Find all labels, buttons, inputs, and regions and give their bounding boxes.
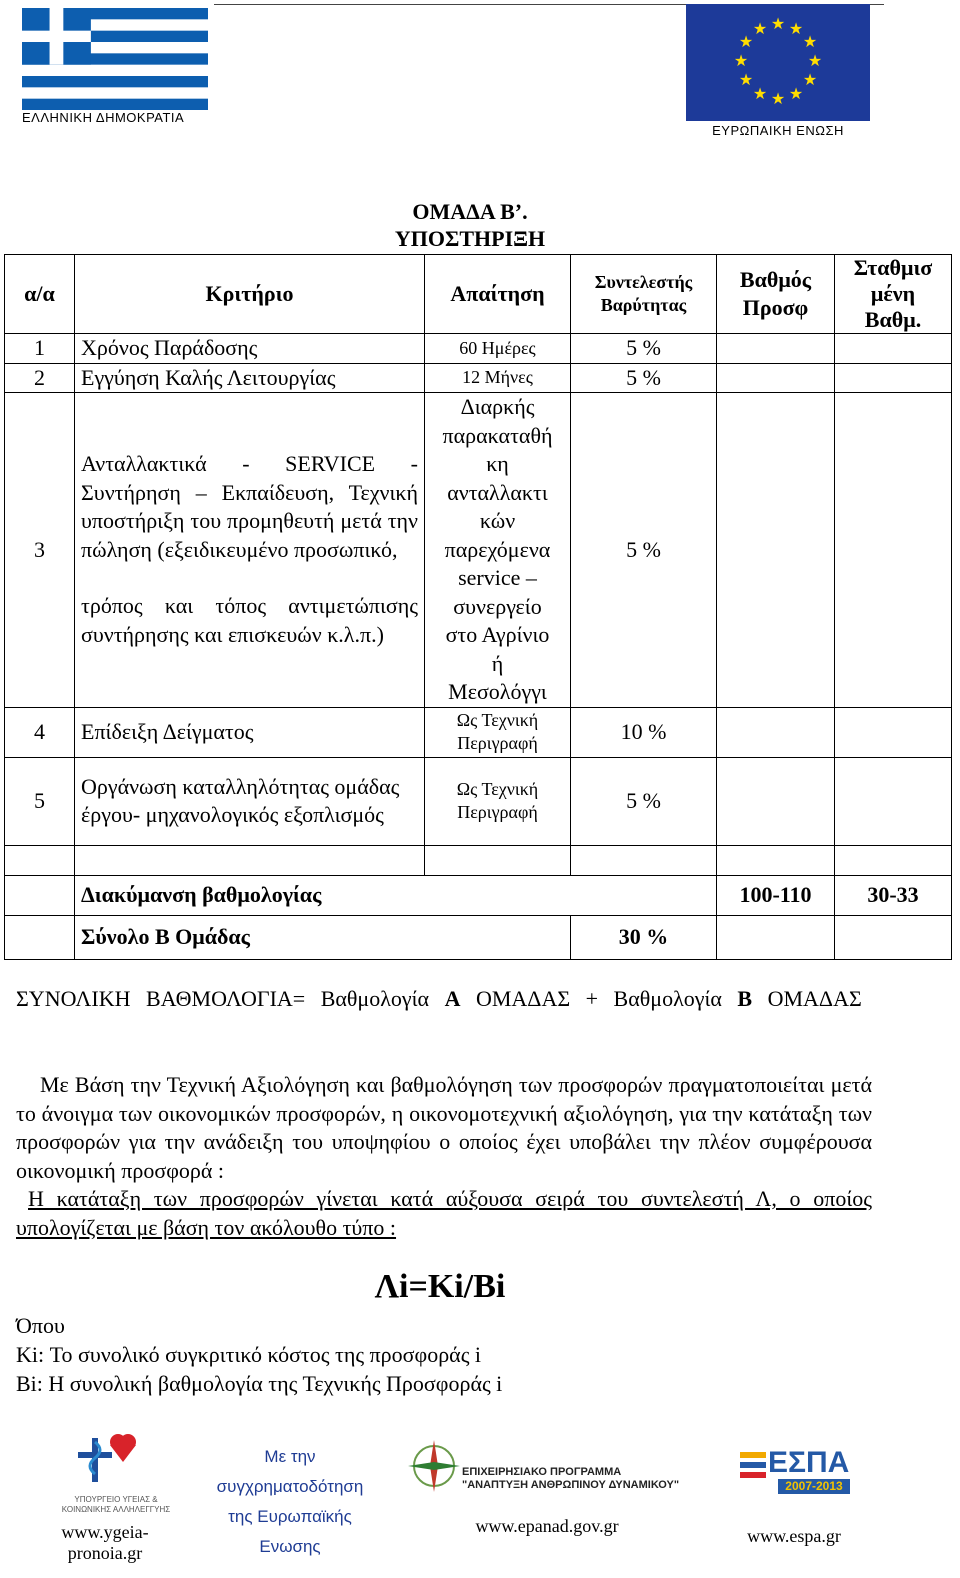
header-cell: Απαίτηση <box>425 255 571 334</box>
requirement-line: στο Αγρίνιο <box>445 622 550 647</box>
cofund-line: της Ευρωπαϊκής <box>228 1507 352 1526</box>
requirement-line: κη <box>486 451 509 476</box>
criteria-table <box>4 254 952 960</box>
score-cell <box>717 363 835 393</box>
row-number: 2 <box>5 363 75 393</box>
program-line: ΕΠΙΧΕΙΡΗΣΙΑΚΟ ΠΡΟΓΡΑΜΜΑ <box>462 1466 622 1478</box>
header-cell: α/α <box>5 255 75 334</box>
row-number: 1 <box>5 334 75 364</box>
ministry-logo-text <box>46 1495 186 1515</box>
score-cell <box>717 707 835 757</box>
compass-logo-icon <box>406 1436 462 1496</box>
table-row <box>5 757 952 845</box>
cofund-line: Με την <box>264 1447 316 1466</box>
requirement-line: παρακαταθή <box>442 422 553 448</box>
row-number: 3 <box>5 393 75 708</box>
requirement-cell <box>425 757 571 845</box>
ranking-formula: Λi=Ki/Bi <box>374 1268 506 1305</box>
ministry-url[interactable] <box>46 1522 164 1564</box>
requirement-line: Ως Τεχνική <box>456 779 539 799</box>
group-total-weight: 30 % <box>571 915 717 959</box>
formula-text: ΣΥΝΟΛΙΚΗ ΒΑΘΜΟΛΟΓΙΑ= Βαθμολογία <box>16 986 445 1011</box>
program-logo-text <box>462 1466 692 1492</box>
score-range-row <box>5 875 952 915</box>
requirement-line: Μεσολόγγι <box>448 679 547 704</box>
svg-text:★: ★ <box>788 19 804 38</box>
group-total-label: Σύνολο Β Ομάδας <box>75 915 571 959</box>
espa-swoosh-icon <box>740 1448 766 1488</box>
requirement-line: κών <box>479 508 516 533</box>
formula-group-b: Β <box>737 986 753 1011</box>
evaluation-paragraph: Με Βάση την Τεχνική Αξιολόγηση και βαθμολόγηση των προσφορών πραγματοποιείται μετά το άνοιγμα των οικονομικών προσφορών, η οικονομοτεχνική αξιολόγηση, για την κατάταξη των προσφορών για την ανάδειξη του υποψηφίου ο οποίος έχει υποβάλει την πλέον συμφέρουσα οικονομική προσφορά : <box>16 1072 872 1183</box>
weighted-score-cell <box>835 334 952 364</box>
criterion-spacer <box>81 564 418 592</box>
ministry-url-line: pronoia.gr <box>67 1543 143 1563</box>
svg-text:★: ★ <box>738 70 754 89</box>
header-cell: Συντελεστής Βαρύτητας <box>571 255 717 334</box>
greek-republic-label: ΕΛΛΗΝΙΚΗ ΔΗΜΟΚΡΑΤΙΑ <box>22 110 185 125</box>
score-cell <box>717 393 835 708</box>
table-row-empty <box>5 845 952 875</box>
espa-url[interactable]: www.espa.gr <box>747 1526 841 1546</box>
greek-flag-icon <box>22 8 208 110</box>
weighted-range-value: 30-33 <box>835 875 952 915</box>
requirement-line: ή <box>491 650 504 676</box>
requirement-line: Περιγραφή <box>457 733 538 753</box>
weight-cell: 5 % <box>571 334 717 364</box>
ministry-logo-icon <box>70 1428 166 1490</box>
formula-text: ΟΜΑΔΑΣ + Βαθμολογία <box>460 986 738 1011</box>
epanad-url[interactable]: www.epanad.gov.gr <box>475 1516 619 1536</box>
score-cell <box>717 757 835 845</box>
where-label: Όπου <box>16 1313 65 1338</box>
criterion-cell: Οργάνωση καταλληλότητας ομάδας έργου- μηχανολογικός εξοπλισμός <box>75 757 425 845</box>
espa-logo-text: ΕΣΠΑ <box>768 1446 850 1479</box>
requirement-line: service – <box>458 565 537 590</box>
weight-cell: 5 % <box>571 363 717 393</box>
requirement-cell <box>425 393 571 708</box>
row-number: 4 <box>5 707 75 757</box>
svg-text:★: ★ <box>738 32 754 51</box>
criterion-text-part-2: τρόπος και τόπος αντιμετώπισης συντήρησης και επισκευών κ.λ.π.) <box>81 593 418 647</box>
svg-text:★: ★ <box>807 51 823 70</box>
total-score-formula <box>16 985 872 1014</box>
ranking-paragraph: Η κατάταξη των προσφορών γίνεται κατά αύξουσα σειρά του συντελεστή Λ, ο οποίος υπολογίζεται με βάση τον ακόλουθο τύπο : <box>16 1186 872 1240</box>
requirement-line: Ως Τεχνική <box>456 710 539 730</box>
weighted-score-cell <box>835 363 952 393</box>
requirement-line: ανταλλακτι <box>447 479 548 505</box>
criterion-cell: Εγγύηση Καλής Λειτουργίας <box>75 363 425 393</box>
eu-flag-icon <box>686 4 870 121</box>
definition-ki: Ki: Το συνολικό συγκριτικό κόστος της προσφοράς i <box>16 1342 482 1367</box>
group-title: ΟΜΑΔΑ Β’. <box>412 199 528 224</box>
table-row <box>5 393 952 708</box>
cofund-line: συγχρηματοδότηση <box>216 1477 364 1496</box>
definition-bi: Bi: Η συνολική βαθμολογία της Τεχνικής Προσφοράς i <box>16 1371 503 1396</box>
cofund-line: Ενωσης <box>259 1537 321 1556</box>
ministry-logo-line: ΚΟΙΝΩΝΙΚΗΣ ΑΛΛΗΛΕΓΓΥΗΣ <box>61 1505 171 1514</box>
requirement-line: Περιγραφή <box>457 802 538 822</box>
svg-text:★: ★ <box>770 14 786 33</box>
svg-text:★: ★ <box>733 51 749 70</box>
group-total-row <box>5 915 952 959</box>
weight-cell: 10 % <box>571 707 717 757</box>
weighted-score-cell <box>835 707 952 757</box>
svg-text:★: ★ <box>770 89 786 108</box>
header-cell: Σταθμισ μένη Βαθμ. <box>835 255 952 334</box>
espa-years: 2007-2013 <box>778 1479 850 1494</box>
weighted-score-cell <box>835 757 952 845</box>
requirement-cell <box>425 707 571 757</box>
requirement-cell: 12 Μήνες <box>425 363 571 393</box>
criterion-cell: Επίδειξη Δείγματος <box>75 707 425 757</box>
formula-text: ΟΜΑΔΑΣ <box>752 986 862 1011</box>
weight-cell: 5 % <box>571 393 717 708</box>
ministry-url-line: www.ygeia- <box>61 1522 149 1542</box>
svg-text:★: ★ <box>752 19 768 38</box>
program-line: "ΑΝΑΠΤΥΞΗ ΑΝΘΡΩΠΙΝΟΥ ΔΥΝΑΜΙΚΟΥ" <box>462 1479 680 1491</box>
european-union-label: ΕΥΡΩΠΑΙΚΗ ΕΝΩΣΗ <box>712 123 844 138</box>
table-header-row <box>5 255 952 334</box>
svg-text:★: ★ <box>802 70 818 89</box>
criterion-cell <box>75 393 425 708</box>
score-cell <box>717 334 835 364</box>
score-range-label: Διακύμανση βαθμολογίας <box>75 875 717 915</box>
header-cell: Βαθμός Προσφ <box>717 255 835 334</box>
score-range-value: 100-110 <box>717 875 835 915</box>
requirement-line: Διαρκής <box>460 394 535 419</box>
criterion-text-part-1: Ανταλλακτικά - SERVICE - Συντήρηση – Εκπαίδευση, Τεχνική υποστήριξη του προμηθευτή μετά την πώληση (εξειδικευμένο προσωπικό, <box>81 451 418 562</box>
header-cell: Κριτήριο <box>75 255 425 334</box>
table-row <box>5 334 952 364</box>
row-number: 5 <box>5 757 75 845</box>
weight-cell: 5 % <box>571 757 717 845</box>
svg-text:★: ★ <box>752 84 768 103</box>
requirement-line: παρεχόμενα <box>444 536 551 562</box>
weighted-score-cell <box>835 393 952 708</box>
cofunding-text <box>200 1442 380 1562</box>
table-row <box>5 363 952 393</box>
svg-text:★: ★ <box>802 32 818 51</box>
criterion-cell: Χρόνος Παράδοσης <box>75 334 425 364</box>
group-subtitle: ΥΠΟΣΤΗΡΙΞΗ <box>394 226 546 251</box>
requirement-line: συνεργείο <box>453 593 542 619</box>
svg-text:★: ★ <box>788 84 804 103</box>
formula-group-a: Α <box>444 986 461 1011</box>
table-row <box>5 707 952 757</box>
ministry-logo-line: ΥΠΟΥΡΓΕΙΟ ΥΓΕΙΑΣ & <box>74 1495 158 1504</box>
requirement-cell: 60 Ημέρες <box>425 334 571 364</box>
